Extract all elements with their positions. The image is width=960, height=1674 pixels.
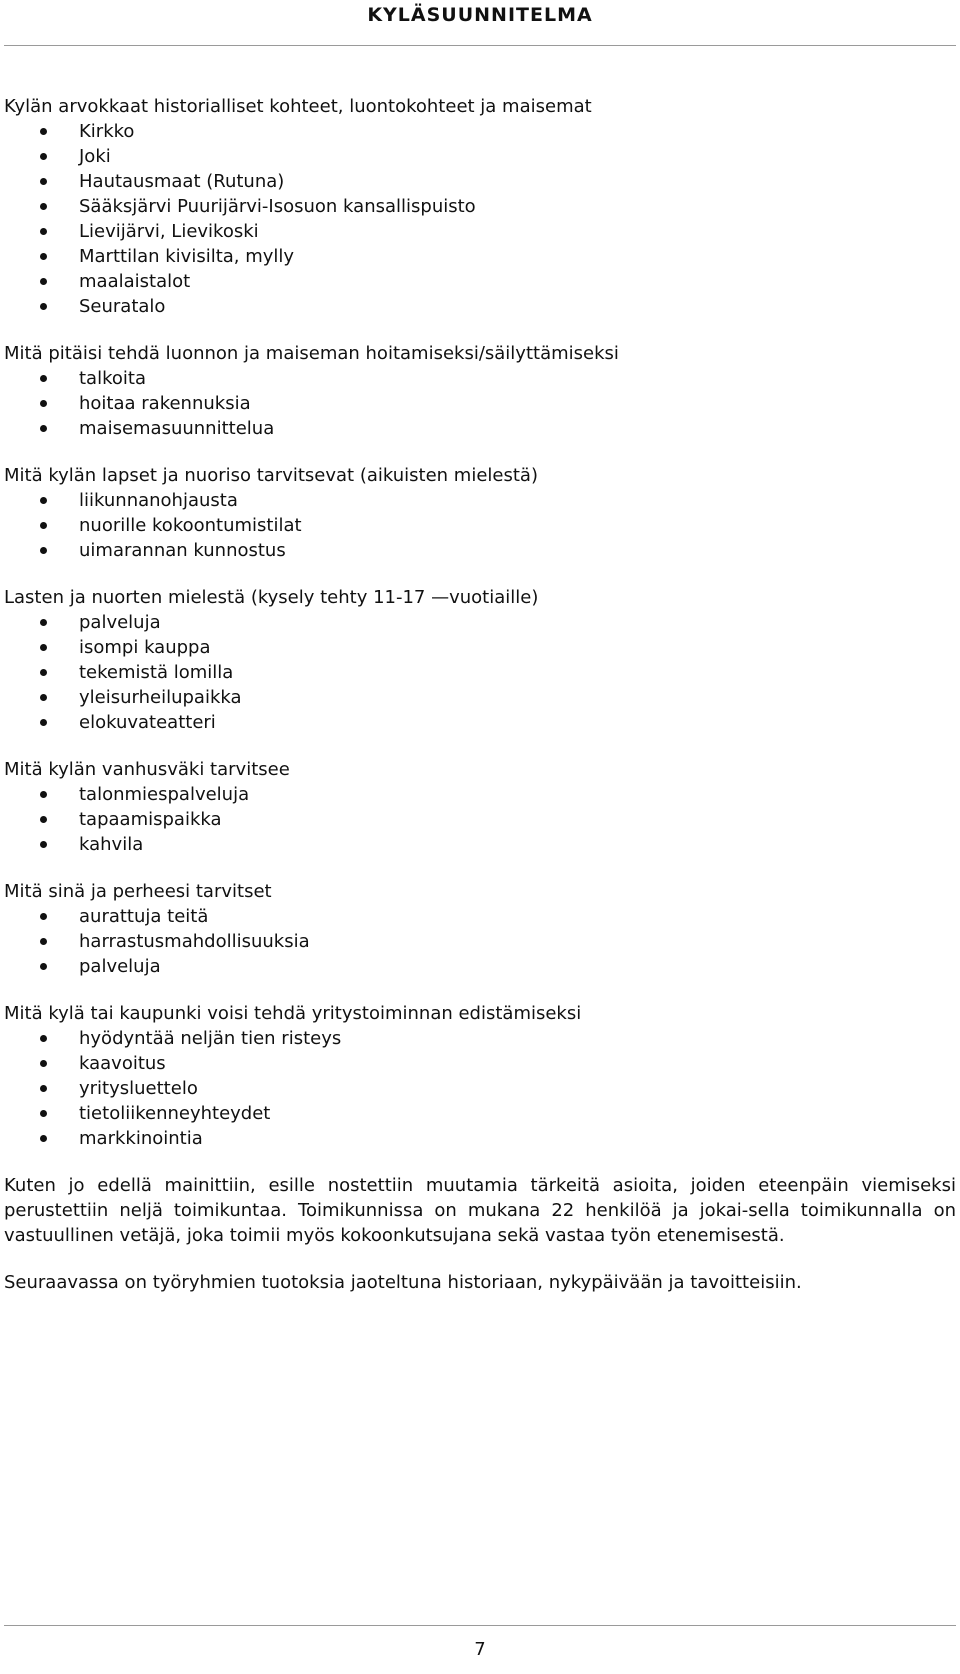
- list-item: [4, 954, 956, 979]
- bullet-icon: [40, 425, 47, 432]
- header-divider: [4, 45, 956, 46]
- bullet-icon: [40, 1085, 47, 1092]
- list-item: [4, 294, 956, 319]
- section-heading: Mitä sinä ja perheesi tarvitset: [4, 881, 272, 902]
- bullet-icon: [40, 791, 47, 798]
- list-item-text: palveluja: [79, 612, 161, 633]
- sections-container: [4, 94, 956, 1151]
- bullet-icon: [40, 522, 47, 529]
- footer-divider: [4, 1625, 956, 1626]
- list-item-text: yleisurheilupaikka: [79, 687, 242, 708]
- section-heading: Mitä kylä tai kaupunki voisi tehdä yritystoiminnan edistämiseksi: [4, 1003, 582, 1024]
- list-item: [4, 1026, 956, 1051]
- document-body: [4, 94, 956, 1317]
- list-item-text: tekemistä lomilla: [79, 662, 234, 683]
- list-item-text: yritysluettelo: [79, 1078, 198, 1099]
- list-item: [4, 1051, 956, 1076]
- bullet-icon: [40, 669, 47, 676]
- section-heading: Mitä pitäisi tehdä luonnon ja maiseman hoitamiseksi/säilyttämiseksi: [4, 343, 619, 364]
- page-number: 7: [474, 1639, 486, 1660]
- list-item-text: hyödyntää neljän tien risteys: [79, 1028, 342, 1049]
- list-item-text: markkinointia: [79, 1128, 203, 1149]
- list-item: [4, 219, 956, 244]
- bullet-icon: [40, 1060, 47, 1067]
- list-item-text: Seuratalo: [79, 296, 166, 317]
- list-item-text: Marttilan kivisilta, mylly: [79, 246, 295, 267]
- bullet-list: [4, 119, 956, 319]
- list-item: [4, 685, 956, 710]
- list-item-text: Kirkko: [79, 121, 135, 142]
- list-item: [4, 169, 956, 194]
- list-item: [4, 416, 956, 441]
- bullet-icon: [40, 816, 47, 823]
- bullet-list: [4, 610, 956, 735]
- bullet-icon: [40, 841, 47, 848]
- bullet-icon: [40, 913, 47, 920]
- list-item: [4, 538, 956, 563]
- section: [4, 463, 956, 563]
- list-item-text: isompi kauppa: [79, 637, 211, 658]
- list-item-text: talkoita: [79, 368, 146, 389]
- bullet-list: [4, 488, 956, 563]
- list-item: [4, 929, 956, 954]
- bullet-icon: [40, 619, 47, 626]
- bullet-icon: [40, 1135, 47, 1142]
- bullet-list: [4, 1026, 956, 1151]
- list-item-text: elokuvateatteri: [79, 712, 216, 733]
- bullet-list: [4, 904, 956, 979]
- bullet-icon: [40, 253, 47, 260]
- list-item-text: kahvila: [79, 834, 144, 855]
- section: [4, 585, 956, 735]
- list-item-text: maisemasuunnittelua: [79, 418, 275, 439]
- section: [4, 341, 956, 441]
- bullet-icon: [40, 1035, 47, 1042]
- bullet-icon: [40, 644, 47, 651]
- list-item-text: aurattuja teitä: [79, 906, 209, 927]
- bullet-icon: [40, 1110, 47, 1117]
- list-item-text: Joki: [79, 146, 111, 167]
- list-item: [4, 391, 956, 416]
- bullet-icon: [40, 719, 47, 726]
- list-item: [4, 366, 956, 391]
- list-item: [4, 194, 956, 219]
- list-item-text: Hautausmaat (Rutuna): [79, 171, 285, 192]
- bullet-icon: [40, 497, 47, 504]
- bullet-icon: [40, 178, 47, 185]
- bullet-icon: [40, 963, 47, 970]
- list-item-text: liikunnanohjausta: [79, 490, 238, 511]
- list-item: [4, 710, 956, 735]
- section-heading: Mitä kylän lapset ja nuoriso tarvitsevat (aikuisten mielestä): [4, 465, 538, 486]
- section: [4, 1001, 956, 1151]
- list-item: [4, 904, 956, 929]
- bullet-icon: [40, 203, 47, 210]
- list-item: [4, 144, 956, 169]
- paragraph-toimikunnat: Kuten jo edellä mainittiin, esille nostettiin muutamia tärkeitä asioita, joiden eteenpäin viemiseksi perustettiin neljä toimikuntaa. Toimikunnissa on mukana 22 henkilöä ja jokai-sella toimikunnalla on vastuullinen vetäjä, joka toimii myös kokoonkutsujana sekä vastaa työn etenemisestä.: [4, 1175, 956, 1246]
- list-item-text: uimarannan kunnostus: [79, 540, 286, 561]
- list-item: [4, 635, 956, 660]
- bullet-icon: [40, 303, 47, 310]
- bullet-icon: [40, 547, 47, 554]
- bullet-icon: [40, 128, 47, 135]
- list-item-text: maalaistalot: [79, 271, 191, 292]
- list-item: [4, 832, 956, 857]
- bullet-icon: [40, 694, 47, 701]
- list-item: [4, 1126, 956, 1151]
- section: [4, 879, 956, 979]
- list-item-text: talonmiespalveluja: [79, 784, 250, 805]
- list-item-text: Sääksjärvi Puurijärvi-Isosuon kansallispuisto: [79, 196, 476, 217]
- section-heading: Lasten ja nuorten mielestä (kysely tehty 11-17 —vuotiaille): [4, 587, 539, 608]
- bullet-icon: [40, 938, 47, 945]
- list-item-text: hoitaa rakennuksia: [79, 393, 251, 414]
- section: [4, 757, 956, 857]
- list-item: [4, 488, 956, 513]
- list-item: [4, 807, 956, 832]
- paragraph-tyoryhmat: Seuraavassa on työryhmien tuotoksia jaoteltuna historiaan, nykypäivään ja tavoitteisiin.: [4, 1272, 802, 1293]
- section: [4, 94, 956, 319]
- list-item: [4, 119, 956, 144]
- bullet-icon: [40, 228, 47, 235]
- bullet-list: [4, 366, 956, 441]
- list-item: [4, 513, 956, 538]
- list-item-text: Lievijärvi, Lievikoski: [79, 221, 259, 242]
- bullet-icon: [40, 278, 47, 285]
- list-item: [4, 269, 956, 294]
- list-item-text: harrastusmahdollisuuksia: [79, 931, 310, 952]
- list-item: [4, 1076, 956, 1101]
- list-item-text: palveluja: [79, 956, 161, 977]
- section-heading: Kylän arvokkaat historialliset kohteet, luontokohteet ja maisemat: [4, 96, 592, 117]
- list-item: [4, 610, 956, 635]
- list-item: [4, 1101, 956, 1126]
- list-item-text: nuorille kokoontumistilat: [79, 515, 302, 536]
- list-item: [4, 660, 956, 685]
- bullet-icon: [40, 375, 47, 382]
- bullet-icon: [40, 153, 47, 160]
- list-item-text: tapaamispaikka: [79, 809, 222, 830]
- page-header-title: KYLÄSUUNNITELMA: [367, 4, 593, 26]
- list-item: [4, 244, 956, 269]
- list-item-text: kaavoitus: [79, 1053, 166, 1074]
- list-item: [4, 782, 956, 807]
- section-heading: Mitä kylän vanhusväki tarvitsee: [4, 759, 290, 780]
- bullet-icon: [40, 400, 47, 407]
- list-item-text: tietoliikenneyhteydet: [79, 1103, 271, 1124]
- bullet-list: [4, 782, 956, 857]
